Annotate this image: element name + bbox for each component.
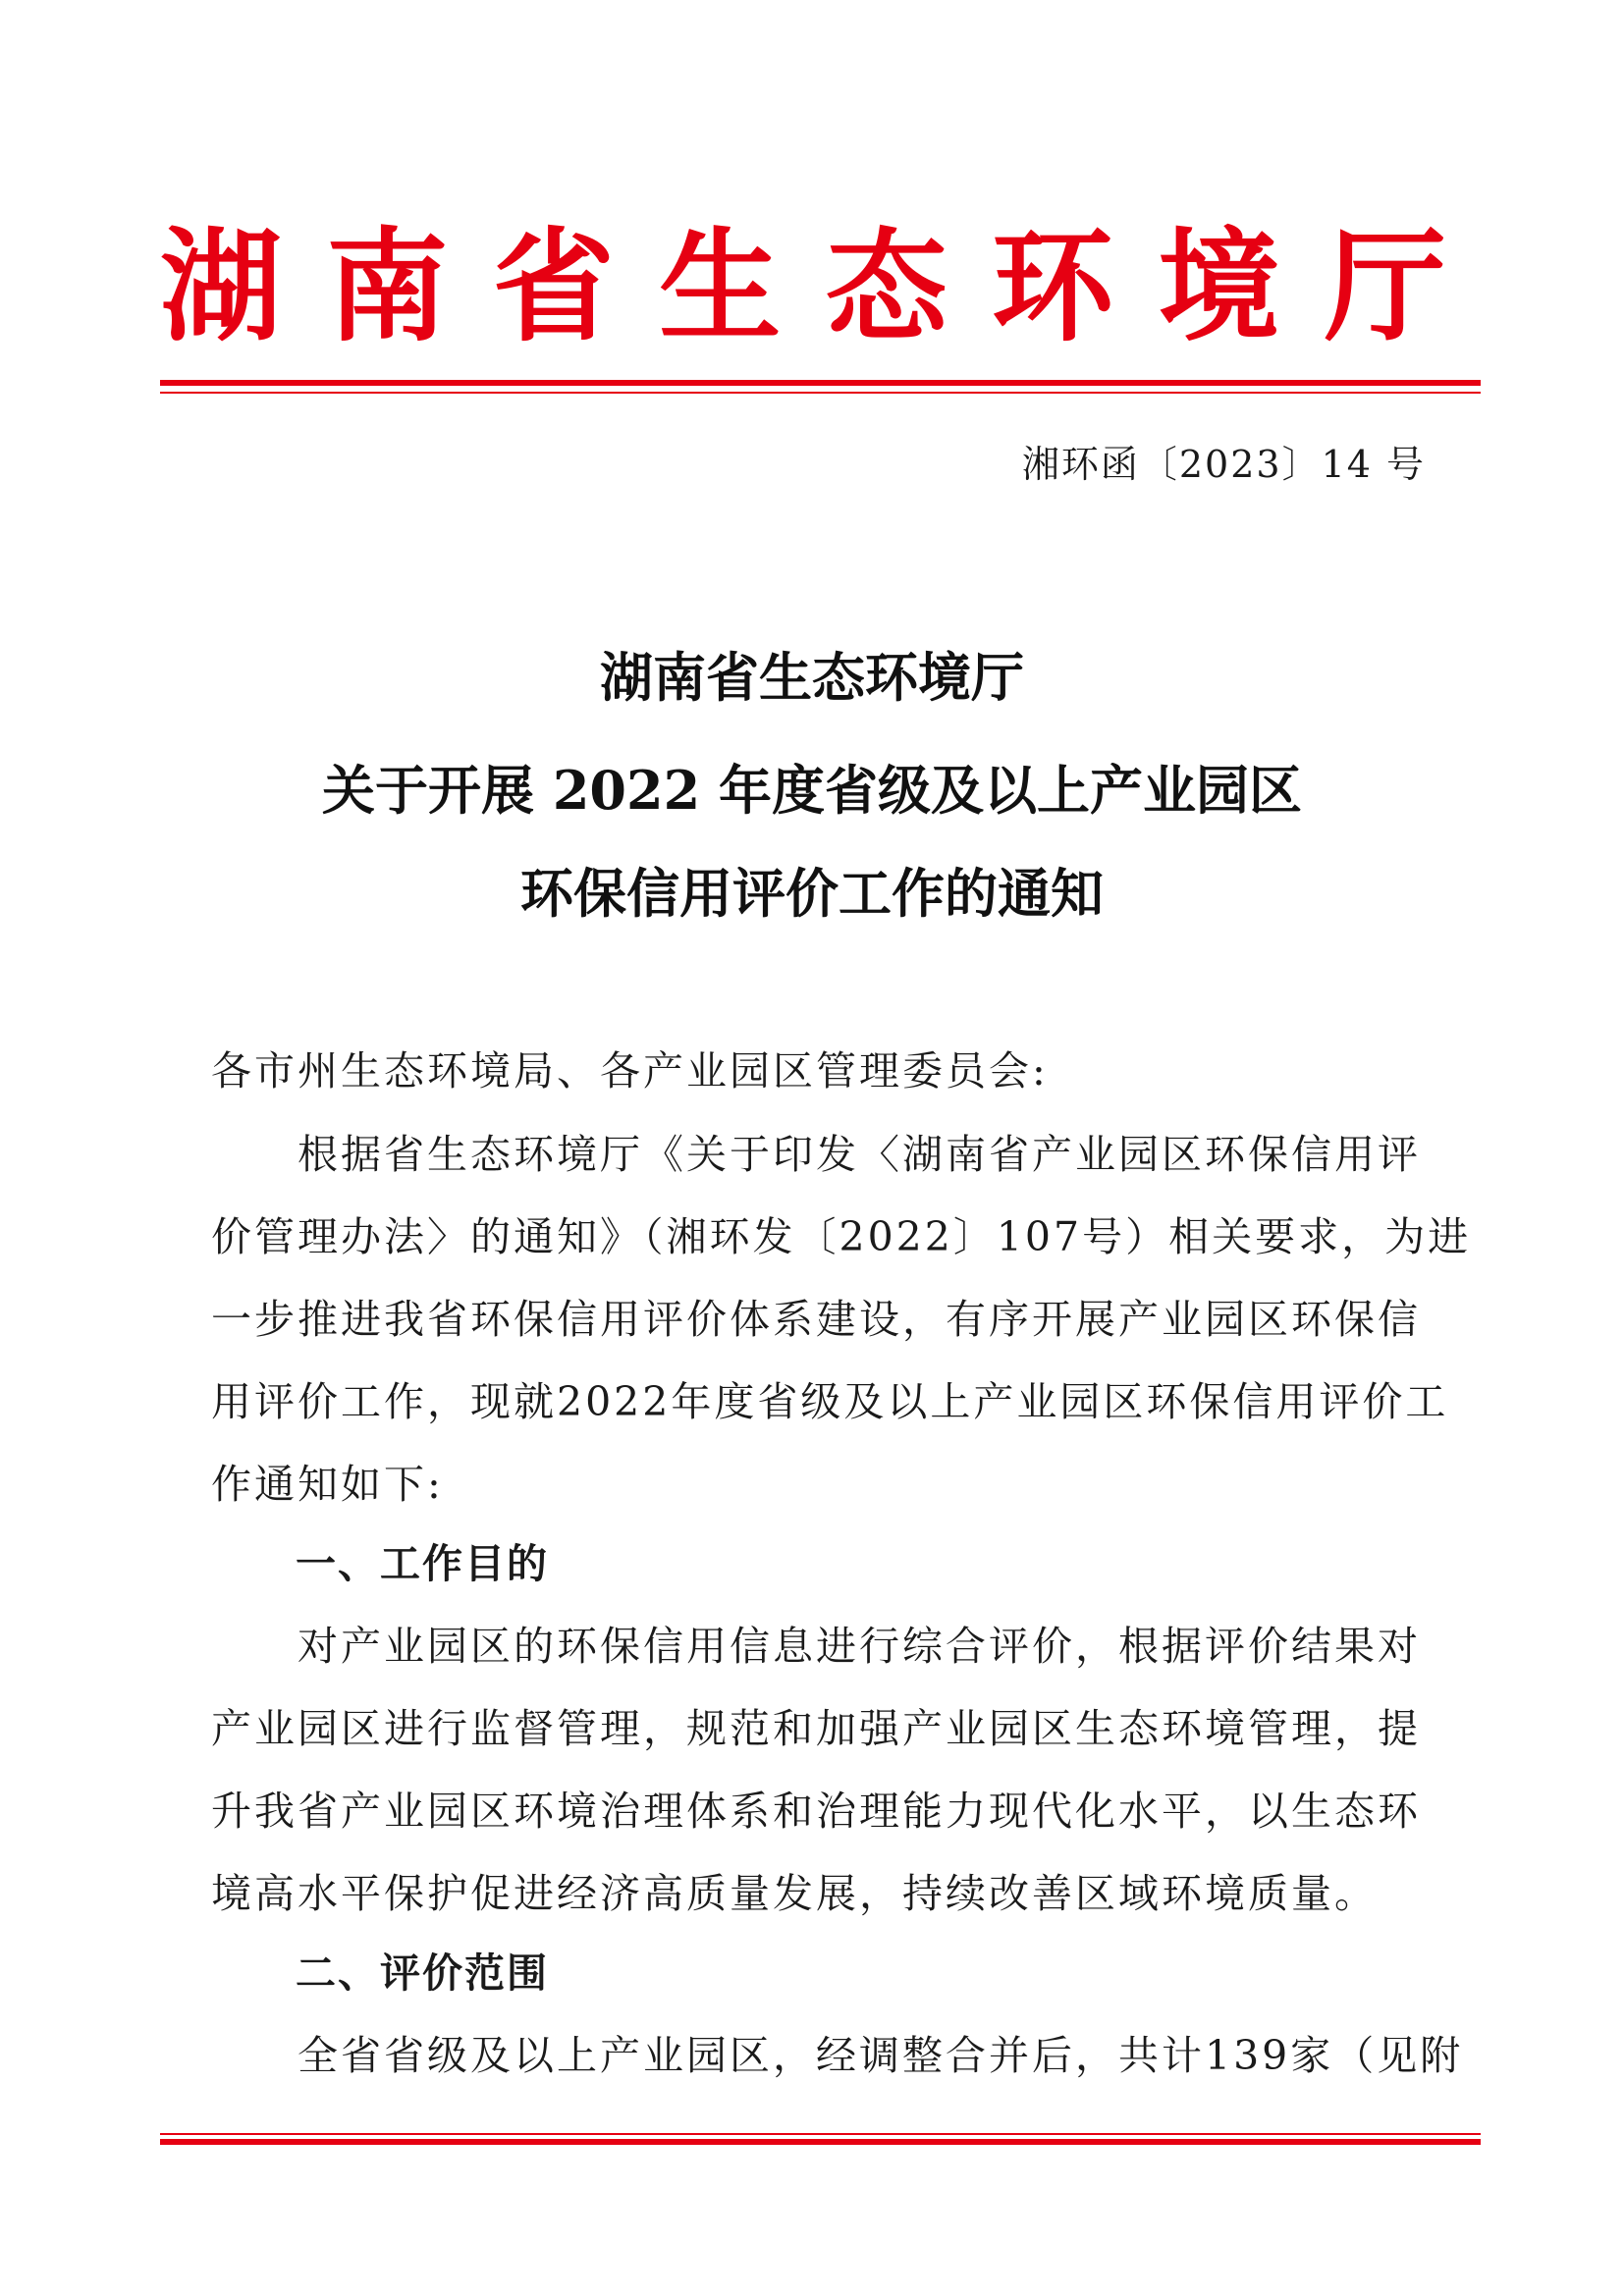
red-divider-bottom-thick (160, 2139, 1481, 2145)
masthead-char: 境 (1158, 216, 1280, 358)
body-line: 根据省生态环境厅《关于印发〈湖南省产业园区环保信用评 (211, 1131, 1421, 1178)
section-heading-1: 一、工作目的 (211, 1540, 549, 1587)
body-line: 一步推进我省环保信用评价体系建设，有序开展产业园区环保信 (211, 1296, 1421, 1343)
body-line: 全省省级及以上产业园区，经调整合并后，共计139家（见附 (211, 2032, 1464, 2079)
masthead-char: 南 (326, 216, 449, 358)
red-divider-bottom-thin (160, 2133, 1481, 2135)
salutation: 各市州生态环境局、各产业园区管理委员会: (211, 1047, 1049, 1095)
masthead-char: 湖 (160, 216, 283, 358)
masthead-title (160, 214, 1446, 361)
section-heading-2: 二、评价范围 (211, 1949, 549, 1997)
body-line: 产业园区进行监督管理，规范和加强产业园区生态环境管理，提 (211, 1705, 1421, 1752)
document-number: 湘环函〔2023〕14 号 (1021, 443, 1426, 486)
masthead-char: 环 (992, 216, 1114, 358)
notice-title-line-3: 环保信用评价工作的通知 (520, 862, 1104, 925)
notice-title-line-2: 关于开展 2022 年度省级及以上产业园区 (322, 759, 1302, 822)
notice-title-line-1: 湖南省生态环境厅 (600, 646, 1024, 709)
masthead-char: 省 (492, 216, 615, 358)
masthead-char: 生 (659, 216, 782, 358)
body-line: 升我省产业园区环境治理体系和治理能力现代化水平，以生态环 (211, 1788, 1421, 1835)
masthead-char: 态 (825, 216, 947, 358)
body-line: 对产业园区的环保信用信息进行综合评价，根据评价结果对 (211, 1623, 1421, 1670)
red-divider-top-thick (160, 380, 1481, 386)
masthead-char: 厅 (1324, 216, 1446, 358)
body-line: 作通知如下: (211, 1461, 444, 1508)
red-divider-top-thin (160, 392, 1481, 394)
body-line: 价管理办法〉的通知》（湘环发〔2022〕107号）相关要求，为进 (211, 1213, 1472, 1260)
body-line: 用评价工作，现就2022年度省级及以上产业园区环保信用评价工 (211, 1378, 1449, 1425)
body-line: 境高水平保护促进经济高质量发展，持续改善区域环境质量。 (211, 1870, 1378, 1917)
